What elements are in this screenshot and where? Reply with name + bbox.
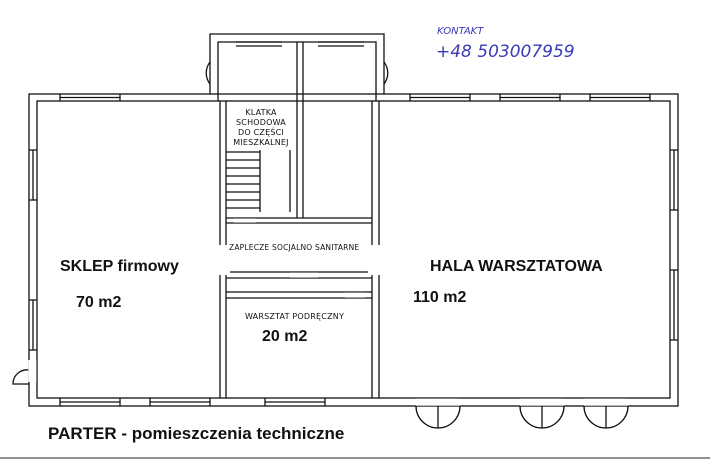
social-room-label: ZAPLECZE SOCJALNO SANITARNE [229,243,360,252]
window [265,398,325,406]
stairs [226,152,260,208]
contact-heading: KONTAKT [437,26,484,37]
gate-door [416,406,438,428]
gate-door [520,406,542,428]
stair-label-line: KLATKA [245,108,277,117]
gate-door [606,406,628,428]
window [60,398,120,406]
gate-door [438,406,460,428]
window [500,94,560,101]
window [150,398,210,406]
window [29,150,37,200]
stair-label-line: DO CZĘŚCI [238,128,284,137]
gate-door [584,406,606,428]
stair-label [229,108,293,148]
window [670,150,678,210]
workshop-room-area: 20 m2 [262,328,308,345]
door-swing [13,370,29,384]
hall-room-label: HALA WARSZTATOWA [430,258,603,275]
contact-phone[interactable]: +48 503007959 [436,42,575,62]
window [236,42,282,46]
gate-door [542,406,564,428]
shop-room-label: SKLEP firmowy [60,258,179,275]
floor-caption: PARTER - pomieszczenia techniczne [48,424,345,443]
stair-label-line: MIESZKALNEJ [233,138,289,147]
window [318,42,364,46]
window [410,94,470,101]
window [670,270,678,340]
hall-room-area: 110 m2 [413,289,467,306]
shop-room-area: 70 m2 [76,294,122,311]
workshop-room-label: WARSZTAT PODRĘCZNY [245,312,345,321]
window [60,94,120,101]
window [590,94,650,101]
stair-label-line: SCHODOWA [236,118,286,127]
window [29,300,37,350]
